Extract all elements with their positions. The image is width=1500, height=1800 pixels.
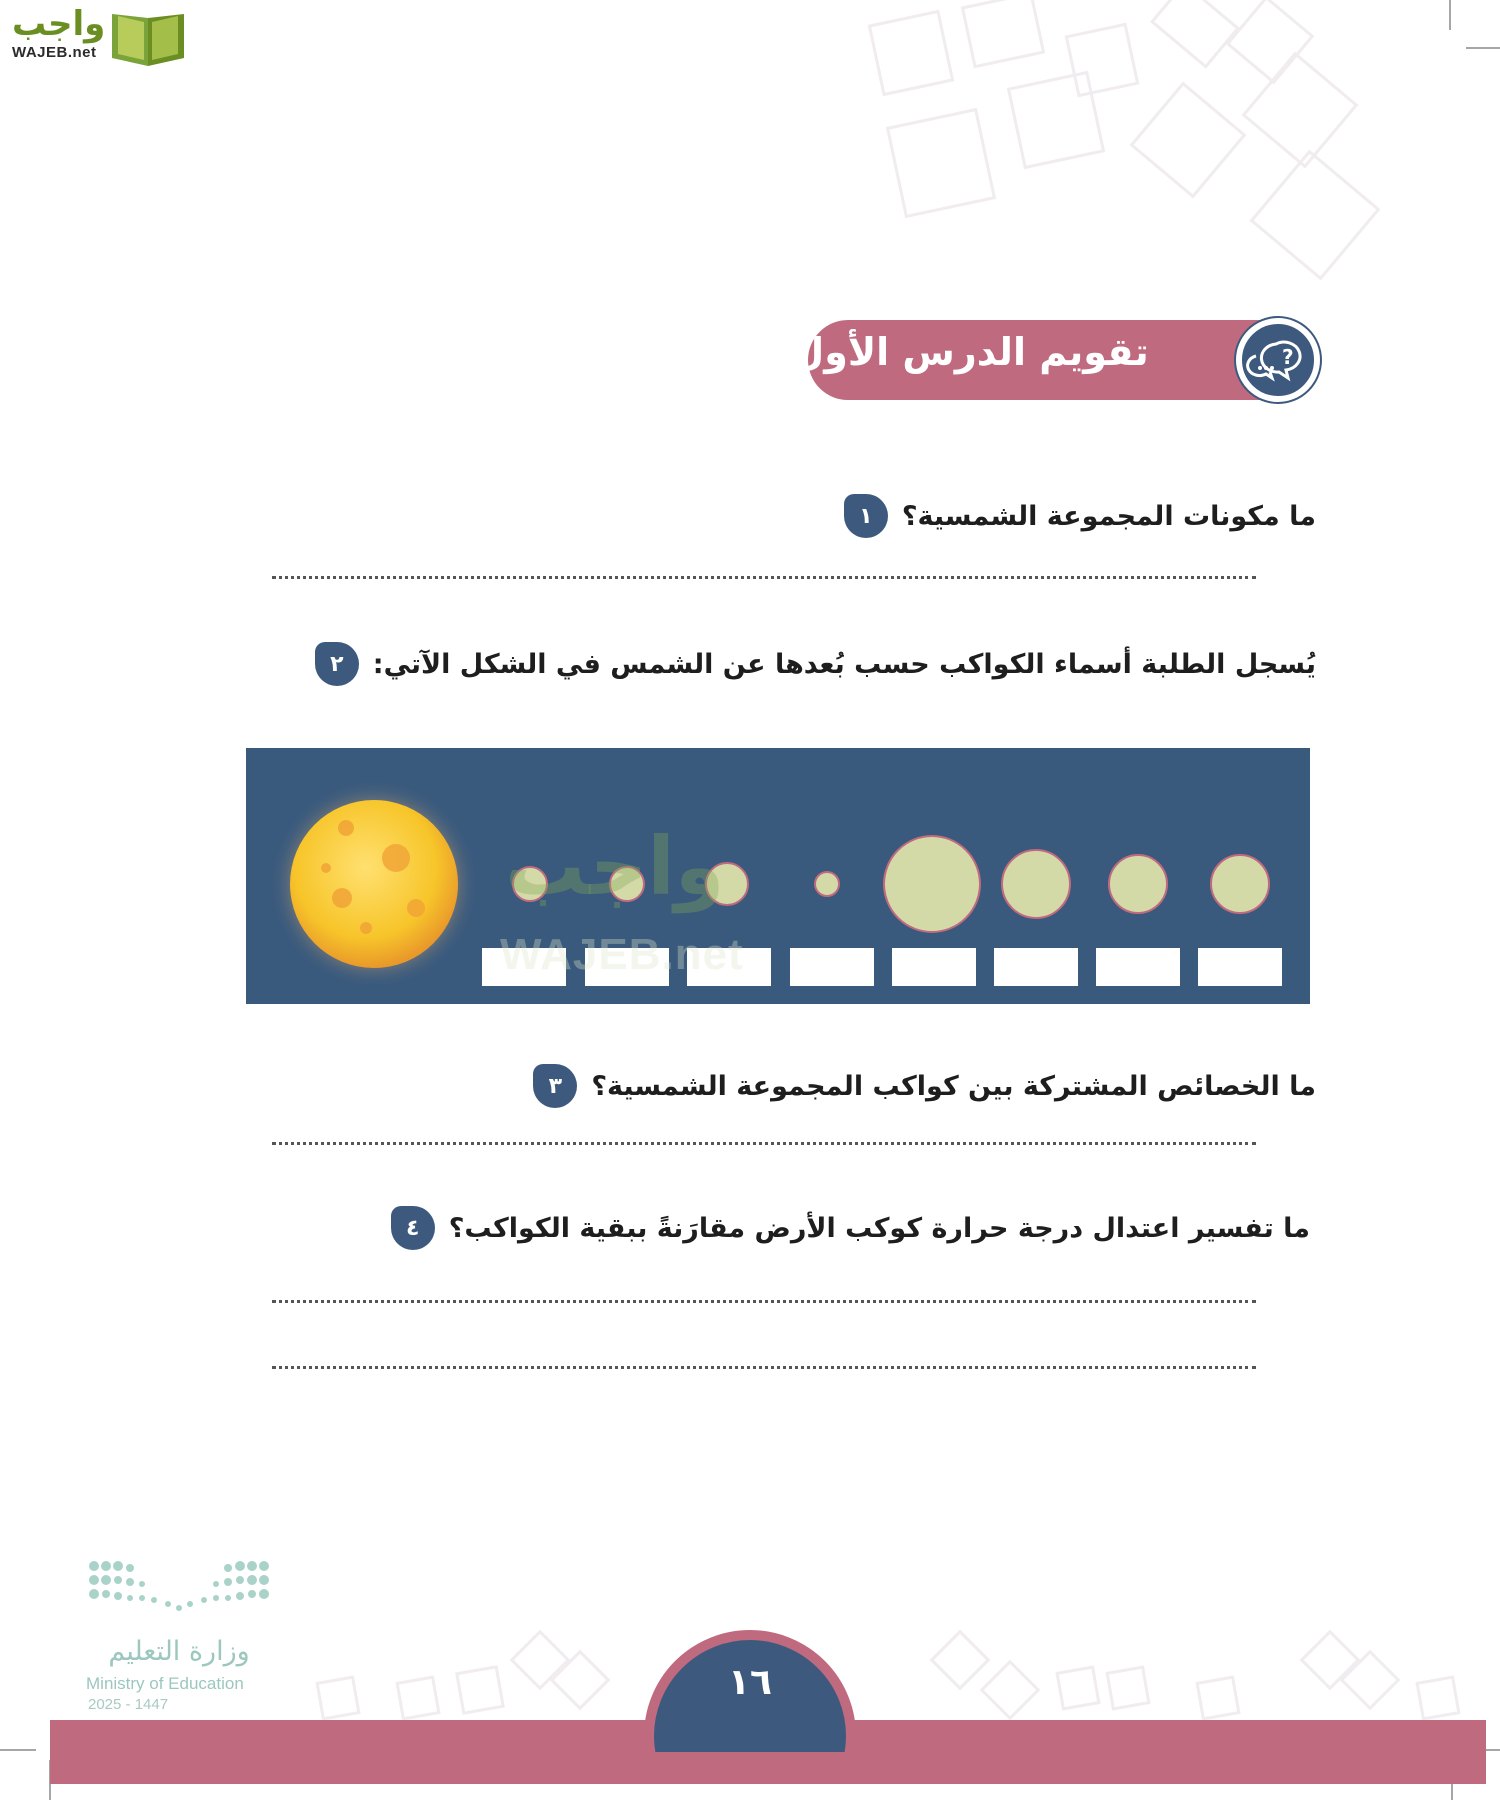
ministry-english-name: Ministry of Education — [86, 1674, 244, 1693]
question-bubble-icon — [1236, 318, 1320, 402]
question-4 — [391, 1206, 1310, 1250]
planet-7 — [1109, 855, 1167, 913]
page-number: ١٦ — [728, 1662, 772, 1703]
ministry-year: 2025 - 1447 — [88, 1696, 169, 1713]
answer-line-3[interactable] — [272, 1142, 1256, 1145]
question-text: ما مكونات المجموعة الشمسية؟ — [901, 500, 1316, 532]
question-number-badge: ٣ — [533, 1064, 577, 1108]
logo-latin-text: WAJEB.net — [12, 44, 97, 61]
logo-arabic-text: واجب — [12, 4, 106, 44]
planet-6 — [1002, 850, 1070, 918]
ministry-arabic-name: وزارة التعليم — [108, 1636, 250, 1667]
question-text: ما الخصائص المشتركة بين كواكب المجموعة الشمسية؟ — [591, 1070, 1316, 1102]
planet-label-box[interactable] — [1198, 948, 1282, 986]
planet-label-box[interactable] — [994, 948, 1078, 986]
question-text: يُسجل الطلبة أسماء الكواكب حسب بُعدها عن الشمس في الشكل الآتي: — [372, 648, 1316, 680]
question-number-badge: ١ — [844, 494, 888, 538]
wajeb-logo[interactable] — [10, 4, 190, 66]
watermark-arabic: واجب — [505, 820, 725, 913]
planet-8 — [1211, 855, 1269, 913]
lesson-review-banner — [791, 320, 1280, 400]
ministry-of-education-logo — [84, 1556, 284, 1716]
svg-text:?: ? — [1282, 345, 1294, 369]
watermark-latin: WAJEB.net — [500, 930, 744, 979]
planet-label-box[interactable] — [1096, 948, 1180, 986]
question-text: ما تفسير اعتدال درجة حرارة كوكب الأرض مقارَنةً ببقية الكواكب؟ — [448, 1212, 1310, 1244]
book-icon — [108, 6, 188, 66]
solar-system-figure — [246, 748, 1310, 1004]
question-1 — [844, 494, 1316, 538]
sun — [290, 800, 458, 968]
question-3 — [533, 1064, 1316, 1108]
planet-4 — [815, 872, 839, 896]
answer-line-1[interactable] — [272, 576, 1256, 579]
ministry-dots-emblem — [84, 1556, 274, 1626]
answer-line-4b[interactable] — [272, 1366, 1256, 1369]
answer-line-4a[interactable] — [272, 1300, 1256, 1303]
question-number-badge: ٤ — [391, 1206, 435, 1250]
question-2 — [315, 642, 1316, 686]
lesson-review-title: تقويم الدرس الأول — [791, 330, 1149, 374]
question-number-badge: ٢ — [315, 642, 359, 686]
planet-label-box[interactable] — [790, 948, 874, 986]
planet-5 — [884, 836, 980, 932]
planet-label-box[interactable] — [892, 948, 976, 986]
